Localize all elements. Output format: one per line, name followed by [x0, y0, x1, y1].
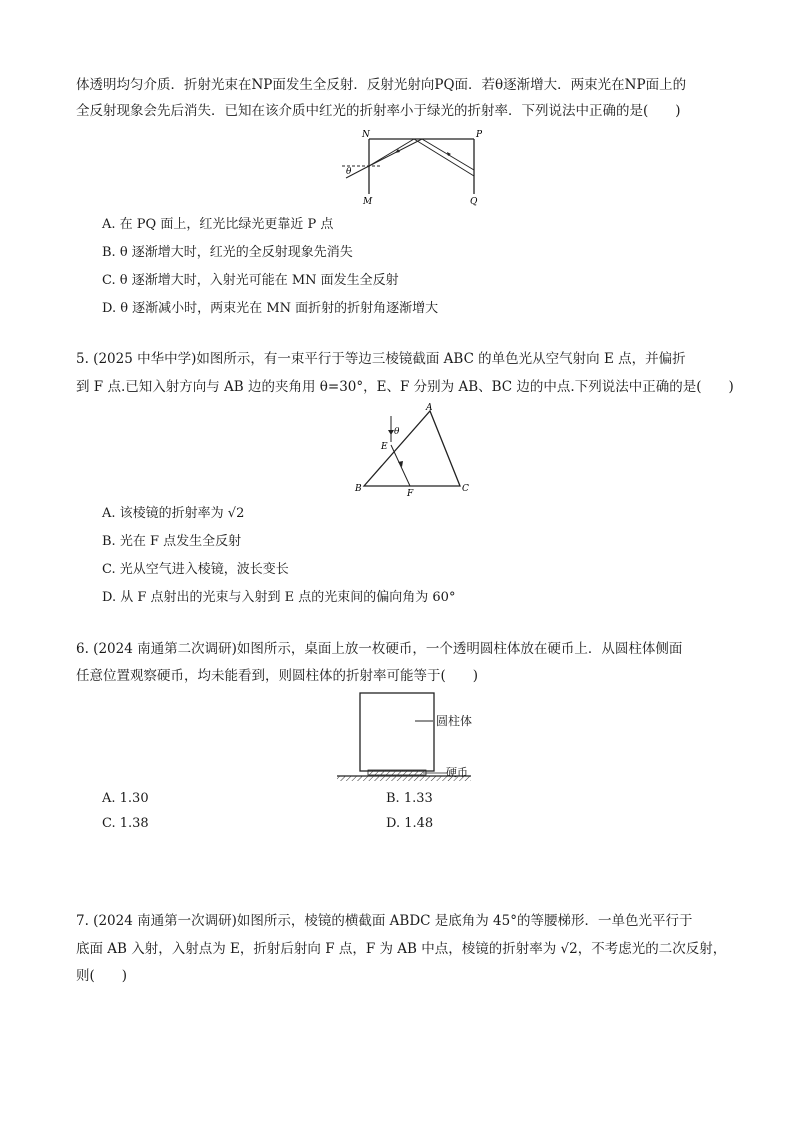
- q5-label-b: B: [355, 484, 362, 494]
- q4-option-b: B. θ 逐渐增大时，红光的全反射现象先消失: [102, 245, 353, 260]
- q4-label-q: Q: [470, 197, 478, 207]
- q6-option-a: A. 1.30: [102, 791, 149, 806]
- q6-label-coin: 硬币: [446, 766, 468, 779]
- q5-label-e: E: [381, 442, 388, 452]
- q4-reflected-ray-2: [414, 139, 474, 176]
- q4-label-m: M: [363, 197, 373, 207]
- q4-option-c: C. θ 逐渐增大时，入射光可能在 MN 面发生全反射: [102, 273, 399, 288]
- q5-text-line-2: 到 F 点.已知入射方向与 AB 边的夹角用 θ=30°，E、F 分别为 AB、BC 边的中点.下列说法中正确的是( ): [76, 379, 734, 395]
- q5-refracted-ray: [391, 445, 410, 486]
- q6-text-line-1: 6. (2024 南通第二次调研)如图所示，桌面上放一枚硬币，一个透明圆柱体放在硬币上．从圆柱体侧面: [76, 641, 683, 657]
- q4-option-a: A. 在 PQ 面上，红光比绿光更靠近 P 点: [102, 217, 334, 232]
- q4-label-theta: θ: [346, 167, 352, 177]
- q6-coin: [368, 770, 426, 775]
- q4-figure: [330, 128, 500, 208]
- q7-text-line-2: 底面 AB 入射，入射点为 E，折射后射向 F 点，F 为 AB 中点，棱镜的折射率为 √2，不考虑光的二次反射，: [76, 941, 727, 957]
- q4-option-d: D. θ 逐渐减小时，两束光在 MN 面折射的折射角逐渐增大: [102, 301, 439, 316]
- q5-prism-triangle: [364, 411, 460, 486]
- q6-cylinder: [360, 693, 434, 771]
- q4-text-line-2: 全反射现象会先后消失．已知在该介质中红光的折射率小于绿光的折射率．下列说法中正确的是( ): [76, 103, 681, 119]
- q7-text-line-3: 则( ): [76, 968, 128, 984]
- q5-label-f: F: [407, 489, 414, 498]
- q4-text-line-1: 体透明均匀介质．折射光束在NP面发生全反射．反射光射向PQ面．若θ逐渐增大．两束光在NP面上的: [76, 77, 687, 93]
- q5-option-d: D. 从 F 点射出的光束与入射到 E 点的光束间的偏向角为 60°: [102, 590, 456, 605]
- q5-label-theta: θ: [394, 427, 400, 437]
- q6-option-c: C. 1.38: [102, 816, 149, 831]
- q5-label-c: C: [462, 484, 469, 494]
- q6-option-d: D. 1.48: [386, 816, 434, 831]
- q5-label-a: A: [426, 403, 433, 413]
- q5-option-b: B. 光在 F 点发生全反射: [102, 534, 242, 549]
- q6-text-line-2: 任意位置观察硬币，均未能看到，则圆柱体的折射率可能等于( ): [76, 668, 479, 684]
- q5-text-line-1: 5. (2025 中华中学)如图所示，有一束平行于等边三棱镜截面 ABC 的单色光从空气射向 E 点，并偏折: [76, 351, 686, 367]
- q5-option-a: A. 该棱镜的折射率为 √2: [102, 506, 245, 521]
- q4-label-p: P: [476, 130, 483, 140]
- q6-label-cylinder: 圆柱体: [436, 714, 473, 728]
- q5-figure: [350, 400, 480, 498]
- q4-ray-2: [369, 139, 414, 166]
- q7-text-line-1: 7. (2024 南通第一次调研)如图所示，棱镜的横截面 ABDC 是底角为 45°的等腰梯形．一单色光平行于: [76, 913, 693, 929]
- q4-label-n: N: [362, 130, 370, 140]
- q5-option-c: C. 光从空气进入棱镜，波长变长: [102, 562, 289, 577]
- q6-option-b: B. 1.33: [386, 791, 433, 806]
